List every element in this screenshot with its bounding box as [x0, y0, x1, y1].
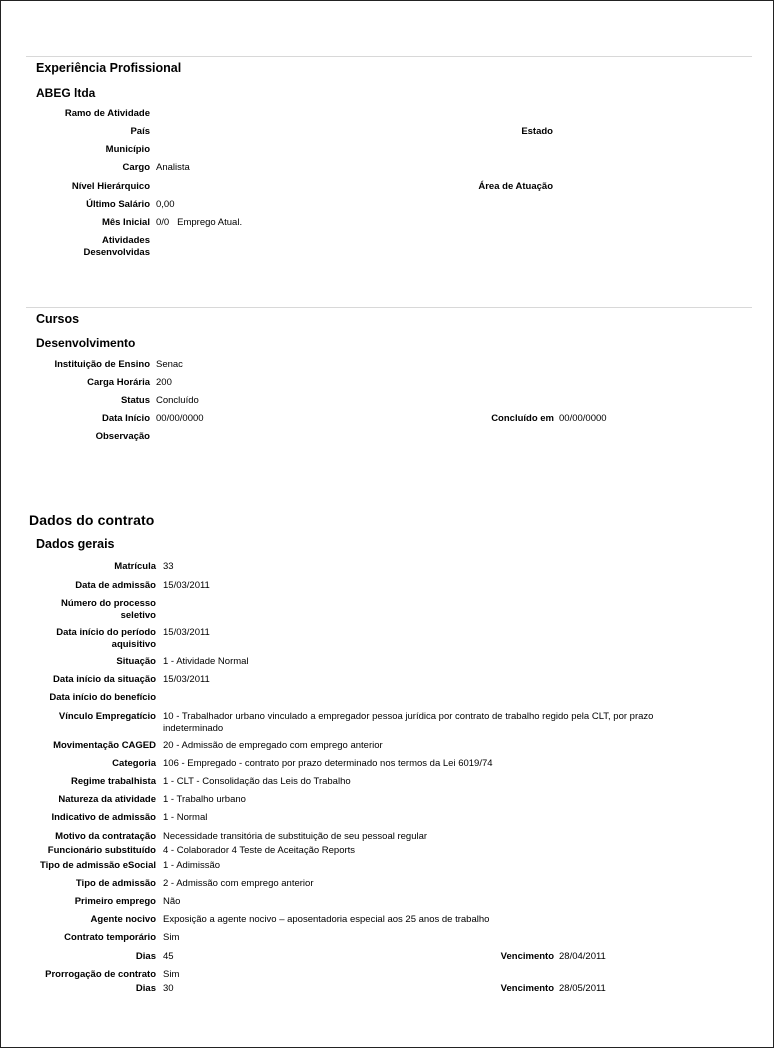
dias-value: 30 — [163, 983, 174, 994]
motivo-value: Necessidade transitória de substituição de seu pessoal regular — [163, 831, 428, 842]
substituido-value: 4 - Colaborador 4 Teste de Aceitação Reports — [163, 845, 356, 856]
processo-label-line1: Número do processo — [60, 598, 156, 609]
dias-value: 45 — [163, 951, 174, 962]
section-title-cursos: Cursos — [36, 312, 80, 326]
situacao-label: Situação — [116, 656, 156, 667]
natureza-value: 1 - Trabalho urbano — [163, 794, 246, 805]
data-inicio-value: 00/00/0000 — [156, 413, 204, 424]
section-divider — [26, 307, 752, 308]
temporario-label: Contrato temporário — [64, 932, 156, 943]
concluido-label: Concluído em — [491, 413, 554, 424]
ramo-label: Ramo de Atividade — [64, 108, 150, 119]
area-label: Área de Atuação — [478, 181, 553, 192]
admissao-value: 15/03/2011 — [163, 580, 210, 591]
caged-value: 20 - Admissão de empregado com emprego anterior — [163, 740, 383, 751]
regime-label: Regime trabalhista — [71, 776, 156, 787]
vencimento-label: Vencimento — [500, 983, 554, 994]
mes-label: Mês Inicial — [101, 217, 150, 228]
dias-label: Dias — [135, 983, 156, 994]
section-title-experiencia: Experiência Profissional — [36, 61, 182, 75]
tipo-esocial-value: 1 - Adimissão — [163, 860, 221, 871]
categoria-label: Categoria — [112, 758, 156, 769]
substituido-label: Funcionário substituído — [47, 845, 156, 856]
vinculo-label: Vínculo Empregatício — [58, 711, 156, 722]
data-situacao-value: 15/03/2011 — [163, 674, 210, 685]
admissao-label: Data de admissão — [75, 580, 156, 591]
agente-nocivo-label: Agente nocivo — [90, 914, 156, 925]
regime-value: 1 - CLT - Consolidação das Leis do Trabalho — [163, 776, 351, 787]
observacao-label: Observação — [95, 431, 150, 442]
cargo-value: Analista — [156, 162, 190, 173]
salario-label: Último Salário — [86, 199, 150, 210]
salario-value: 0,00 — [156, 199, 175, 210]
concluido-value: 00/00/0000 — [559, 413, 607, 424]
motivo-label: Motivo da contratação — [55, 831, 156, 842]
categoria-value: 106 - Empregado - contrato por prazo determinado nos termos da Lei 6019/74 — [163, 758, 493, 769]
contract-title: Dados do contrato — [29, 512, 155, 528]
matricula-label: Matrícula — [114, 561, 156, 572]
course-name: Desenvolvimento — [36, 336, 136, 350]
vencimento-value: 28/05/2011 — [559, 983, 606, 994]
matricula-value: 33 — [163, 561, 174, 572]
periodo-label-line1: Data início do período — [56, 627, 156, 638]
cargo-label: Cargo — [122, 162, 150, 173]
contract-subtitle: Dados gerais — [36, 537, 115, 551]
indicativo-label: Indicativo de admissão — [51, 812, 156, 823]
instituicao-label: Instituição de Ensino — [54, 359, 150, 370]
tipo-esocial-label: Tipo de admissão eSocial — [40, 860, 156, 871]
vencimento-value: 28/04/2011 — [559, 951, 606, 962]
caged-label: Movimentação CAGED — [53, 740, 156, 751]
company-name: ABEG ltda — [36, 86, 96, 100]
periodo-label-line2: aquisitivo — [111, 639, 156, 650]
tipo-admissao-value: 2 - Admissão com emprego anterior — [163, 878, 314, 889]
instituicao-value: Senac — [156, 359, 183, 370]
agente-nocivo-value: Exposição a agente nocivo – aposentadoria especial aos 25 anos de trabalho — [163, 914, 490, 925]
municipio-label: Município — [105, 144, 150, 155]
situacao-value: 1 - Atividade Normal — [163, 656, 249, 667]
processo-label-line2: seletivo — [120, 610, 156, 621]
natureza-label: Natureza da atividade — [58, 794, 156, 805]
vinculo-value-line1: 10 - Trabalhador urbano vinculado a empregador pessoa jurídica por contrato de trabalho regido pela CLT, por prazo — [163, 711, 654, 722]
prorrogacao-label: Prorrogação de contrato — [45, 969, 156, 980]
prorrogacao-value: Sim — [163, 969, 180, 980]
vencimento-label: Vencimento — [500, 951, 554, 962]
indicativo-value: 1 - Normal — [163, 812, 208, 823]
section-divider — [26, 56, 752, 57]
atividades-label-line2: Desenvolvidas — [83, 247, 150, 258]
carga-label: Carga Horária — [87, 377, 150, 388]
dias-label: Dias — [135, 951, 156, 962]
data-situacao-label: Data início da situação — [53, 674, 156, 685]
beneficio-label: Data início do benefício — [49, 692, 156, 703]
tipo-admissao-label: Tipo de admissão — [75, 878, 156, 889]
pais-label: País — [130, 126, 150, 137]
mes-value: 0/0 Emprego Atual. — [156, 217, 243, 228]
status-label: Status — [120, 395, 150, 406]
vinculo-value-line2: indeterminado — [163, 723, 224, 734]
atividades-label-line1: Atividades — [101, 235, 150, 246]
temporario-value: Sim — [163, 932, 180, 943]
primeiro-emprego-value: Não — [163, 896, 181, 907]
periodo-value: 15/03/2011 — [163, 627, 210, 638]
status-value: Concluído — [156, 395, 199, 406]
data-inicio-label: Data Início — [101, 413, 150, 424]
estado-label: Estado — [521, 126, 553, 137]
carga-value: 200 — [156, 377, 172, 388]
nivel-label: Nível Hierárquico — [71, 181, 150, 192]
primeiro-emprego-label: Primeiro emprego — [74, 896, 156, 907]
